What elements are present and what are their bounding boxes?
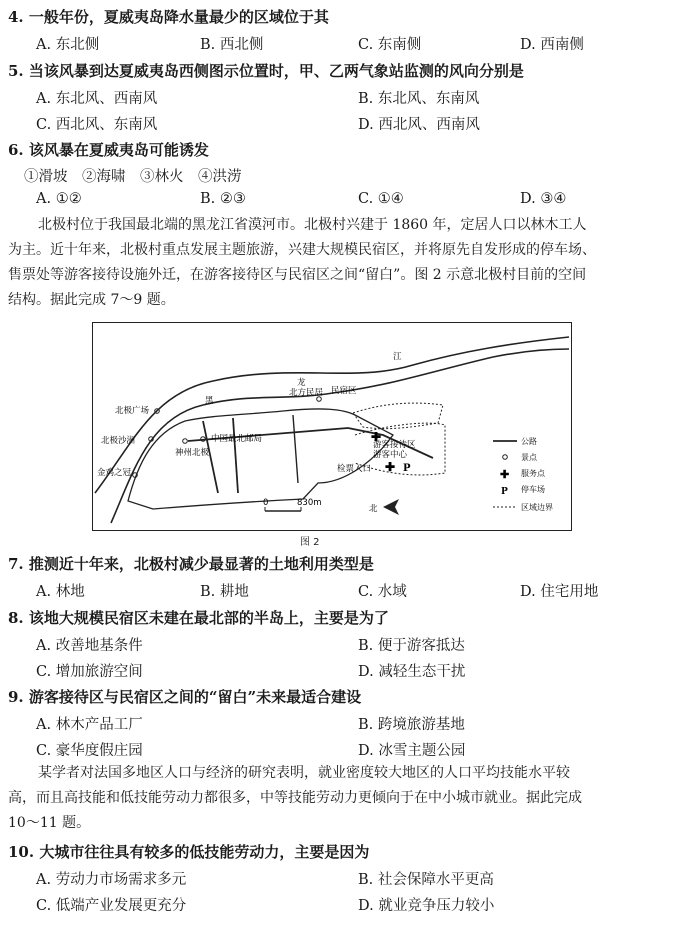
q6-items: ①滑坡 ②海啸 ③林火 ④洪涝 — [24, 169, 242, 185]
question-5-stem: 5. 当该风暴到达夏威夷岛西侧图示位置时，甲、乙两气象站监测的风向分别是 — [8, 62, 524, 80]
label-shenzhou: 神州北极 — [175, 448, 210, 458]
scale-end: 830m — [297, 498, 322, 508]
q6-option-b: B. ②③ — [200, 191, 246, 207]
service-point-icon: ✚ — [371, 430, 382, 444]
legend-parking: 停车场 — [521, 485, 545, 494]
q7-option-a: A. 林地 — [36, 584, 85, 600]
river-char-1: 江 — [393, 352, 402, 362]
passage1-line-2: 为主。近十年来，北极村重点发展主题旅游，兴建大规模民宿区，并将原先自发形成的停车场、 — [8, 242, 596, 258]
river-north-bank — [95, 337, 569, 493]
passage-north-pole-village — [8, 213, 668, 313]
question-4-stem: 4. 一般年份，夏威夷岛降水量最少的区域位于其 — [8, 8, 329, 26]
label-reception: 游客接待区 — [373, 440, 416, 450]
legend-spot-symbol — [503, 455, 508, 460]
q9-option-b: B. 跨境旅游基地 — [358, 717, 465, 733]
q5-option-c: C. 西北风、东南风 — [36, 117, 158, 133]
q7-option-d: D. 住宅用地 — [520, 584, 599, 600]
q6-option-a: A. ①② — [36, 191, 82, 207]
spot-shenzhou — [183, 439, 188, 444]
parking-icon: P — [403, 463, 411, 474]
q4-option-d: D. 西南侧 — [520, 37, 584, 53]
q6-option-c: C. ①④ — [358, 191, 404, 207]
river-char-3: 黑 — [205, 396, 214, 406]
q8-option-a: A. 改善地基条件 — [36, 638, 143, 654]
map-svg — [93, 323, 571, 530]
q10-option-b: B. 社会保障水平更高 — [358, 872, 494, 888]
label-china-post: 中国最北邮局 — [211, 434, 263, 444]
service-point-icon-2: ✚ — [385, 460, 396, 474]
passage2-line-2: 高，而且高技能和低技能劳动力都很多，中等技能劳动力更倾向于在中小城市就业。据此完成 — [8, 790, 582, 806]
label-north-sand: 北极广场 — [115, 406, 150, 416]
q8-option-c: C. 增加旅游空间 — [36, 664, 143, 680]
label-north-village: 北极沙洲 — [101, 436, 136, 446]
q5-option-b: B. 东北风、东南风 — [358, 91, 480, 107]
question-10-stem: 10. 大城市往往具有较多的低技能劳动力，主要是因为 — [8, 843, 370, 861]
label-ticket: 检票入口 — [337, 464, 372, 474]
question-8-stem: 8. 该地大规模民宿区未建在最北部的半岛上，主要是为了 — [8, 609, 389, 627]
q6-option-d: D. ③④ — [520, 191, 567, 207]
north-arrow-icon — [383, 499, 399, 515]
north-label: 北 — [369, 504, 378, 514]
q5-option-a: A. 东北风、西南风 — [36, 91, 158, 107]
figure-2-map — [92, 322, 572, 531]
q9-option-d: D. 冰雪主题公园 — [358, 743, 466, 759]
scale-start: 0 — [263, 498, 269, 508]
question-6-stem: 6. 该风暴在夏威夷岛可能诱发 — [8, 141, 209, 159]
legend-service: 服务点 — [521, 469, 545, 478]
label-center: 游客中心 — [373, 450, 408, 460]
legend-parking-icon: P — [501, 487, 508, 497]
passage2-line-3: 10～11 题。 — [8, 815, 91, 831]
label-jinji: 金鸡之冠 — [97, 468, 132, 478]
q9-option-c: C. 豪华度假庄园 — [36, 743, 143, 759]
passage-france-labor — [8, 761, 668, 836]
label-homestay: 民宿区 — [331, 386, 357, 396]
passage1-line-1: 北极村位于我国最北端的黑龙江省漠河市。北极村兴建于 1860 年，定居人口以林木工人 — [38, 217, 587, 233]
road-5 — [293, 415, 298, 483]
homestay-boundary — [353, 403, 443, 429]
legend-spot: 景点 — [521, 453, 537, 462]
road-2 — [233, 418, 238, 493]
legend-boundary: 区域边界 — [521, 503, 553, 512]
legend-road: 公路 — [521, 437, 537, 446]
question-9-stem: 9. 游客接待区与民宿区之间的“留白”未来最适合建设 — [8, 688, 362, 706]
q7-option-b: B. 耕地 — [200, 584, 249, 600]
label-sentry: 北方民居 — [289, 388, 324, 398]
q8-option-b: B. 便于游客抵达 — [358, 638, 465, 654]
q9-option-a: A. 林木产品工厂 — [36, 717, 143, 733]
passage2-line-1: 某学者对法国多地区人口与经济的研究表明，就业密度较大地区的人口平均技能水平较 — [38, 765, 570, 781]
river-char-2: 龙 — [297, 378, 306, 388]
q10-option-a: A. 劳动力市场需求多元 — [36, 872, 187, 888]
question-7-stem: 7. 推测近十年来，北极村减少最显著的土地利用类型是 — [8, 555, 374, 573]
q10-option-d: D. 就业竞争压力较小 — [358, 898, 495, 914]
q5-option-d: D. 西北风、西南风 — [358, 117, 480, 133]
q8-option-d: D. 减轻生态干扰 — [358, 664, 466, 680]
q4-option-b: B. 西北侧 — [200, 37, 264, 53]
legend-service-icon: ✚ — [500, 468, 510, 481]
q10-option-c: C. 低端产业发展更充分 — [36, 898, 187, 914]
passage1-line-3: 售票处等游客接待设施外迁，在游客接待区与民宿区之间“留白”。图 2 示意北极村目前的空间 — [8, 267, 587, 283]
q4-option-c: C. 东南侧 — [358, 37, 422, 53]
q7-option-c: C. 水域 — [358, 584, 407, 600]
passage1-line-4: 结构。据此完成 7～9 题。 — [8, 292, 175, 308]
q4-option-a: A. 东北侧 — [36, 37, 100, 53]
figure-caption: 图 2 — [300, 537, 320, 548]
